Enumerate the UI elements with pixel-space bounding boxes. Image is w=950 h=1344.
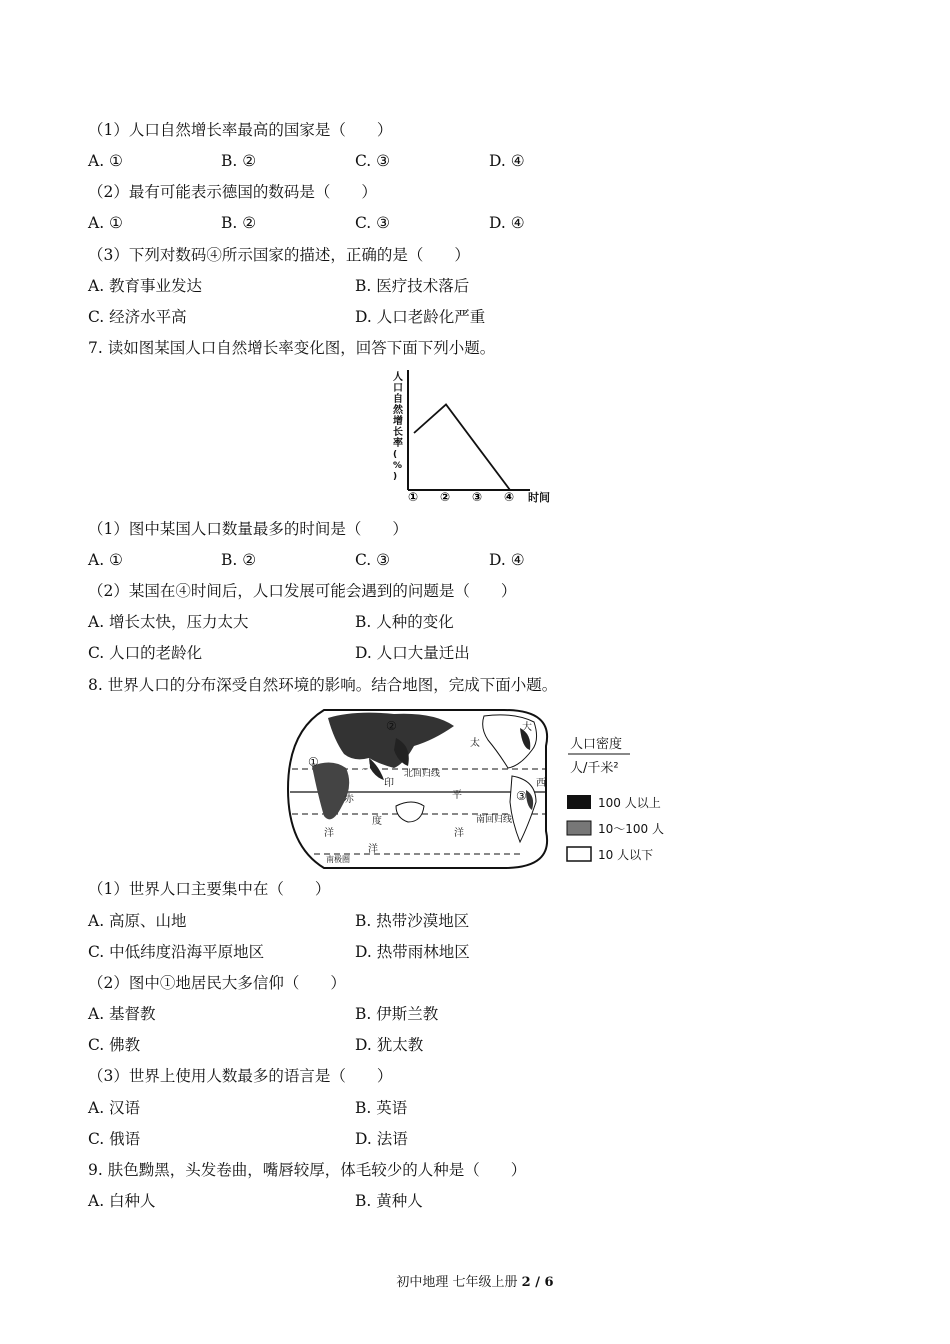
map-label-ping: 平	[452, 790, 462, 801]
q9-option-b[interactable]: B. 黄种人	[355, 1192, 423, 1210]
footer-separator: /	[530, 1275, 545, 1290]
q8-sub2-option-b[interactable]: B. 伊斯兰教	[355, 1005, 439, 1023]
page-footer	[0, 1271, 950, 1290]
q8-world-population-map	[284, 706, 669, 872]
q6-sub2-option-a[interactable]: A. ①	[88, 214, 123, 232]
q6-sub1-option-c[interactable]: C. ③	[355, 152, 391, 170]
chart-x-tick-2: ②	[440, 490, 451, 504]
q6-sub1-option-d[interactable]: D. ④	[489, 152, 525, 170]
q8-sub1-stem: （1）世界人口主要集中在（ ）	[88, 880, 331, 898]
q6-sub3-option-c[interactable]: C. 经济水平高	[88, 308, 187, 326]
chart-xlabel: 时间	[528, 491, 550, 504]
chart-x-tick-3: ③	[472, 490, 483, 504]
map-label-xi: 西	[536, 778, 546, 789]
q6-sub3-option-a[interactable]: A. 教育事业发达	[88, 277, 203, 295]
chart-series-line	[414, 405, 510, 491]
q8-sub3-option-c[interactable]: C. 俄语	[88, 1130, 141, 1148]
q7-sub1-option-d[interactable]: D. ④	[489, 551, 525, 569]
q7-sub1-option-a[interactable]: A. ①	[88, 551, 123, 569]
q6-sub3-option-b[interactable]: B. 医疗技术落后	[355, 277, 470, 295]
map-label-yin: 印	[384, 778, 394, 789]
q7-sub2-stem: （2）某国在④时间后，人口发展可能会遇到的问题是（ ）	[88, 582, 517, 600]
footer-course: 初中地理 七年级上册	[396, 1275, 522, 1290]
q7-sub1-stem: （1）图中某国人口数量最多的时间是（ ）	[88, 520, 408, 538]
q6-sub3-option-d[interactable]: D. 人口老龄化严重	[355, 308, 486, 326]
q7-stem: 7. 读如图某国人口自然增长率变化图，回答下面下列小题。	[88, 339, 496, 357]
q6-sub1-option-a[interactable]: A. ①	[88, 152, 123, 170]
map-label-north-tropic: 北回归线	[404, 769, 441, 779]
map-label-4: ④	[360, 759, 371, 773]
legend-swatch-mid	[567, 821, 591, 835]
chart-x-tick-1: ①	[408, 490, 419, 504]
q6-sub2-option-c[interactable]: C. ③	[355, 214, 391, 232]
map-label-3: ③	[516, 789, 527, 803]
q8-sub2-option-c[interactable]: C. 佛教	[88, 1036, 141, 1054]
q8-sub3-option-a[interactable]: A. 汉语	[88, 1099, 141, 1117]
q8-sub2-option-d[interactable]: D. 犹太教	[355, 1036, 424, 1054]
q7-sub1-option-b[interactable]: B. ②	[221, 551, 257, 569]
q8-stem: 8. 世界人口的分布深受自然环境的影响。结合地图，完成下面小题。	[88, 676, 558, 694]
q6-sub2-stem: （2）最有可能表示德国的数码是（ ）	[88, 183, 377, 201]
legend-label-low: 10 人以下	[598, 848, 654, 862]
q9-stem: 9. 肤色黝黑，头发卷曲，嘴唇较厚，体毛较少的人种是（ ）	[88, 1161, 527, 1179]
map-label-south-tropic: 南回归线	[476, 815, 513, 825]
q9-option-a[interactable]: A. 白种人	[88, 1192, 156, 1210]
q6-sub2-option-d[interactable]: D. ④	[489, 214, 525, 232]
q7-sub2-option-a[interactable]: A. 增长太快，压力太大	[88, 613, 249, 631]
legend-title: 人口密度	[570, 737, 623, 752]
map-label-yang3: 洋	[368, 844, 378, 855]
footer-page-total: 6	[544, 1275, 554, 1290]
footer-page-number: 2	[521, 1275, 531, 1290]
map-label-yang1: 洋	[454, 828, 464, 839]
q6-sub1-option-b[interactable]: B. ②	[221, 152, 257, 170]
q8-sub1-option-c[interactable]: C. 中低纬度沿海平原地区	[88, 943, 265, 961]
q8-sub1-option-d[interactable]: D. 热带雨林地区	[355, 943, 470, 961]
map-label-tai: 太	[470, 738, 480, 749]
q7-sub2-option-b[interactable]: B. 人种的变化	[355, 613, 454, 631]
map-label-2: ②	[386, 719, 397, 733]
q7-sub2-option-c[interactable]: C. 人口的老龄化	[88, 644, 203, 662]
q8-sub3-option-d[interactable]: D. 法语	[355, 1130, 408, 1148]
legend-unit: 人/千米²	[570, 761, 619, 776]
q8-sub1-option-b[interactable]: B. 热带沙漠地区	[355, 912, 470, 930]
q6-sub1-stem: （1）人口自然增长率最高的国家是（ ）	[88, 121, 393, 139]
q8-sub2-option-a[interactable]: A. 基督教	[88, 1005, 156, 1023]
q8-sub1-option-a[interactable]: A. 高原、山地	[88, 912, 187, 930]
q6-sub2-option-b[interactable]: B. ②	[221, 214, 257, 232]
q8-sub3-option-b[interactable]: B. 英语	[355, 1099, 408, 1117]
q7-sub2-option-d[interactable]: D. 人口大量迁出	[355, 644, 470, 662]
map-label-yang2: 洋	[324, 828, 334, 839]
legend-label-mid: 10～100 人	[598, 822, 664, 836]
q8-sub2-stem: （2）图中①地居民大多信仰（ ）	[88, 974, 346, 992]
legend-swatch-high	[567, 795, 591, 809]
chart-x-tick-4: ④	[504, 490, 515, 504]
q7-line-chart	[390, 366, 560, 508]
q6-sub3-stem: （3）下列对数码④所示国家的描述，正确的是（ ）	[88, 246, 470, 264]
q8-sub3-stem: （3）世界上使用人数最多的语言是（ ）	[88, 1067, 393, 1085]
legend-swatch-low	[567, 847, 591, 861]
legend-label-high: 100 人以上	[598, 796, 661, 810]
chart-ylabel: 人口自然增长率( % )	[393, 372, 403, 482]
map-label-da: 大	[522, 722, 532, 733]
q7-sub1-option-c[interactable]: C. ③	[355, 551, 391, 569]
map-label-equator: 赤	[344, 794, 354, 805]
map-label-du: 度	[372, 816, 382, 827]
map-label-antarctic: 南极圈	[326, 855, 350, 864]
map-label-1: ①	[308, 755, 319, 769]
